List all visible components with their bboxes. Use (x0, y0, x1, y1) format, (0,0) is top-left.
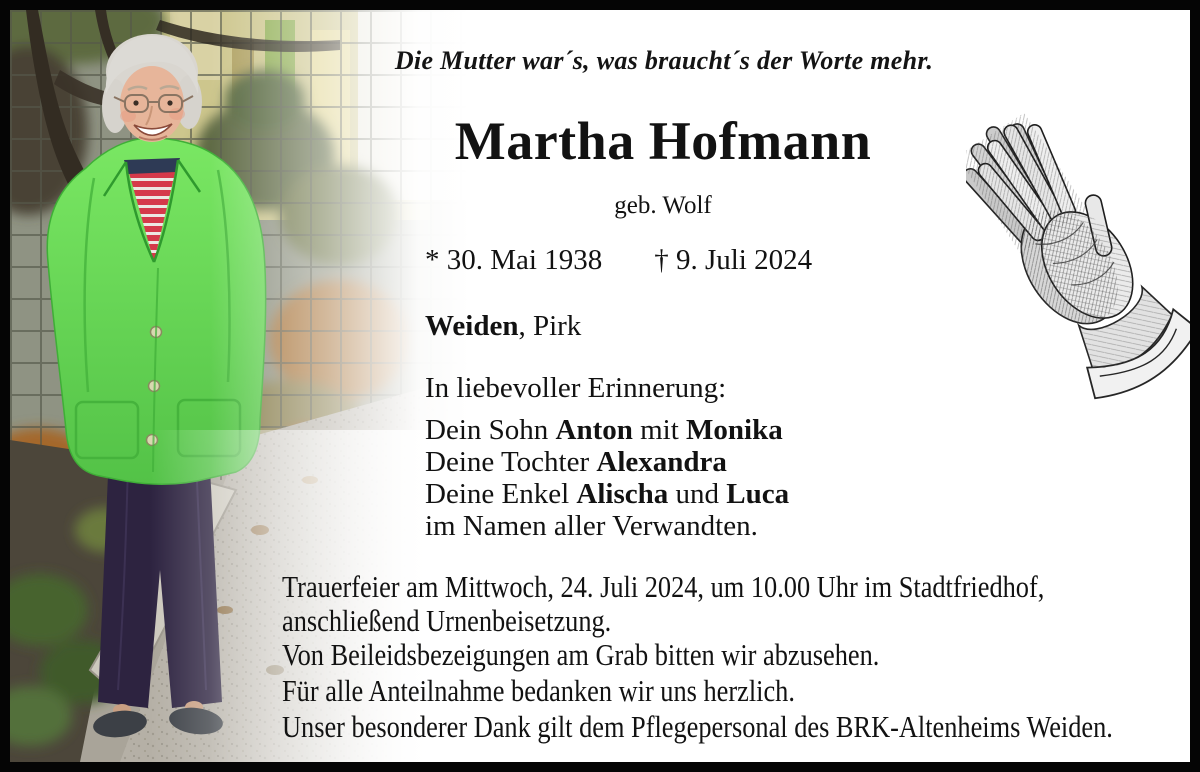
maiden-name: geb. Wolf (614, 192, 712, 219)
life-dates (425, 244, 812, 277)
family-list (425, 414, 789, 542)
deceased-name: Martha Hofmann (454, 111, 872, 171)
place-line: Weiden, Pirk (425, 310, 582, 342)
family-line: Deine Tochter Alexandra (425, 446, 727, 478)
funeral-notice (282, 570, 1200, 744)
memory-heading: In liebevoller Erinnerung: (425, 372, 727, 404)
death-date: † 9. Juli 2024 (654, 244, 813, 276)
memorial-quote: Die Mutter war´s, was braucht´s der Worte mehr. (394, 46, 934, 75)
family-line: Dein Sohn Anton mit Monika (425, 414, 783, 446)
funeral-line: Trauerfeier am Mittwoch, 24. Juli 2024, um 10.00 Uhr im Stadtfriedhof, (282, 569, 1045, 604)
family-line: Deine Enkel Alischa und Luca (425, 478, 790, 510)
birth-date: * 30. Mai 1938 (425, 244, 603, 276)
praying-hands-icon (966, 104, 1192, 404)
family-line: im Namen aller Verwandten. (425, 510, 758, 542)
funeral-line: Unser besonderer Dank gilt dem Pflegepersonal des BRK-Altenheims Weiden. (282, 709, 1113, 744)
funeral-line: Für alle Anteilnahme bedanken wir uns herzlich. (282, 673, 795, 708)
funeral-line: anschließend Urnenbeisetzung. (282, 603, 612, 638)
funeral-line: Von Beileidsbezeigungen am Grab bitten wir abzusehen. (282, 637, 880, 672)
